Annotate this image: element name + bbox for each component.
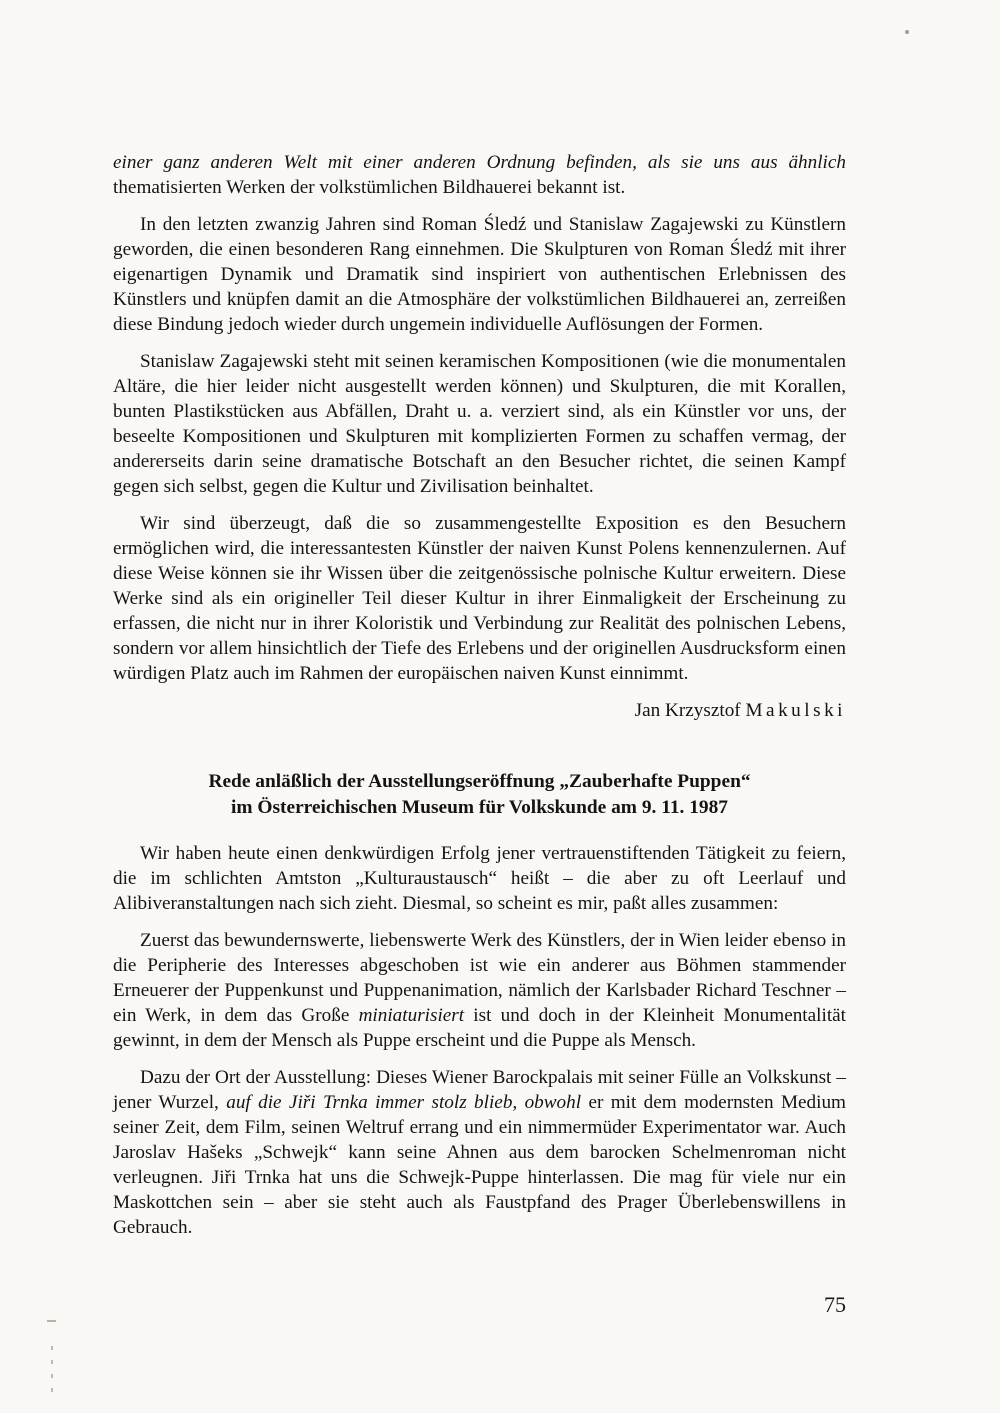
scan-speck — [905, 30, 909, 34]
text-segment: Wir haben heute einen denkwürdigen Erfolg jener vertrauenstiftenden Tätigkeit zu feiern, die im schlichten Amtston „Kulturaustausch“ heißt – die aber zu oft Leerlauf und Alibiveranstaltungen nach sich zieht. Diesmal, so scheint es mir, paßt alles zusammen: — [113, 843, 846, 914]
margin-mark-dot — [51, 1360, 53, 1364]
text-segment: Dazu der Ort der Ausstellung: Dieses Wiener Barockpalais mit seiner Fülle an Volkskunst – jener Wurzel, — [113, 1067, 846, 1113]
margin-mark-dash — [47, 1320, 56, 1322]
italic-text-segment: auf die Jiři Trnka immer stolz blieb, obwohl — [226, 1092, 582, 1113]
author-given-names: Jan Krzysztof — [634, 700, 746, 721]
speech-section — [113, 769, 846, 1240]
speech-heading — [113, 769, 846, 821]
paragraph — [113, 1065, 846, 1240]
speech-heading-line-2: im Österreichischen Museum für Volkskunde am 9. 11. 1987 — [230, 797, 729, 818]
paragraph — [113, 349, 846, 499]
author-surname: Makulski — [745, 700, 846, 721]
author-signature — [113, 698, 846, 723]
italic-text-segment: miniaturisiert — [358, 1005, 465, 1026]
paragraph — [113, 841, 846, 916]
text-segment: thematisierten Werken der volkstümlichen Bildhauerei bekannt ist. — [113, 177, 626, 198]
essay-section — [113, 150, 846, 723]
paragraph — [113, 150, 846, 200]
text-segment: Wir sind überzeugt, daß die so zusammengestellte Exposition es den Besuchern ermöglichen wird, die interessantesten Künstler der naiven Kunst Polens kennenzulernen. Auf diese Weise können sie ihr Wissen über die zeitgenössische polnische Kultur erweitern. Diese Werke sind als ein origineller Teil dieser Kultur in ihrer Einmaligkeit der Erscheinung zu erfassen, die nicht nur in ihrer Koloristik und Verbindung zur Realität des polnischen Lebens, sondern vor allem hinsichtlich der Tiefe des Erlebens und der originellen Ausdrucksform einen würdigen Platz auch im Rahmen der europäischen naiven Kunst einnimmt. — [113, 513, 846, 684]
italic-text-segment: einer ganz anderen Welt mit einer anderen Ordnung befinden, als sie uns aus ähnlich — [113, 152, 846, 173]
text-segment: Zuerst das bewundernswerte, liebenswerte Werk des Künstlers, der in Wien leider ebenso in die Peripherie des Interesses abgeschoben ist wie ein anderer aus Böhmen stammender Erneuerer der Puppenkunst und Puppenanimation, nämlich der Karlsbader Richard Teschner – ein Werk, in dem das Große — [113, 930, 846, 1026]
essay-paragraphs — [113, 150, 846, 686]
speech-paragraphs — [113, 841, 846, 1240]
speech-heading-line-1: Rede anläßlich der Ausstellungseröffnung „Zauberhafte Puppen“ — [208, 771, 751, 792]
margin-mark-dot — [51, 1374, 53, 1378]
text-block — [113, 150, 846, 1252]
text-segment: ist und doch in der Kleinheit Monumentalität gewinnt, in dem der Mensch als Puppe erscheint und die Puppe als Mensch. — [113, 1005, 846, 1051]
text-segment: In den letzten zwanzig Jahren sind Roman Śledź und Stanislaw Zagajewski zu Künstlern geworden, die einen besonderen Rang einnehmen. Die Skulpturen von Roman Śledź mit ihrer eigenartigen Dynamik und Dramatik sind inspiriert von authentischen Erlebnissen des Künstlers und knüpfen damit an die Atmosphäre der volkstümlichen Bildhauerei an, zerreißen diese Bindung jedoch wieder durch ungemein individuelle Auflösungen der Formen. — [113, 214, 846, 335]
margin-mark-dot — [51, 1346, 53, 1350]
text-segment: er mit dem modernsten Medium seiner Zeit, dem Film, seinen Weltruf errang und ein nimmermüder Experimentator war. Auch Jaroslav Hašeks „Schwejk“ kann seine Ahnen aus dem barocken Schelmenroman nicht verleugnen. Jiři Trnka hat uns die Schwejk-Puppe hinterlassen. Die mag für viele nur ein Maskottchen sein – aber sie steht auch als Faustpfand des Prager Überlebenswillens in Gebrauch. — [113, 1092, 846, 1238]
paragraph — [113, 511, 846, 686]
page-number: 75 — [824, 1292, 846, 1317]
paragraph — [113, 212, 846, 337]
paragraph — [113, 928, 846, 1053]
text-segment: Stanislaw Zagajewski steht mit seinen keramischen Kompositionen (wie die monumentalen Altäre, die hier leider nicht ausgestellt werden können) und Skulpturen, die mit Korallen, bunten Plastikstücken aus Abfällen, Draht u. a. verziert sind, als ein Künstler vor uns, der beseelte Kompositionen und Skulpturen mit komplizierten Formen zu schaffen vermag, der andererseits darin seine dramatische Botschaft an den Besucher richtet, die seinen Kampf gegen sich selbst, gegen die Kultur und Zivilisation beinhaltet. — [113, 351, 846, 497]
margin-mark-dot — [51, 1388, 53, 1392]
